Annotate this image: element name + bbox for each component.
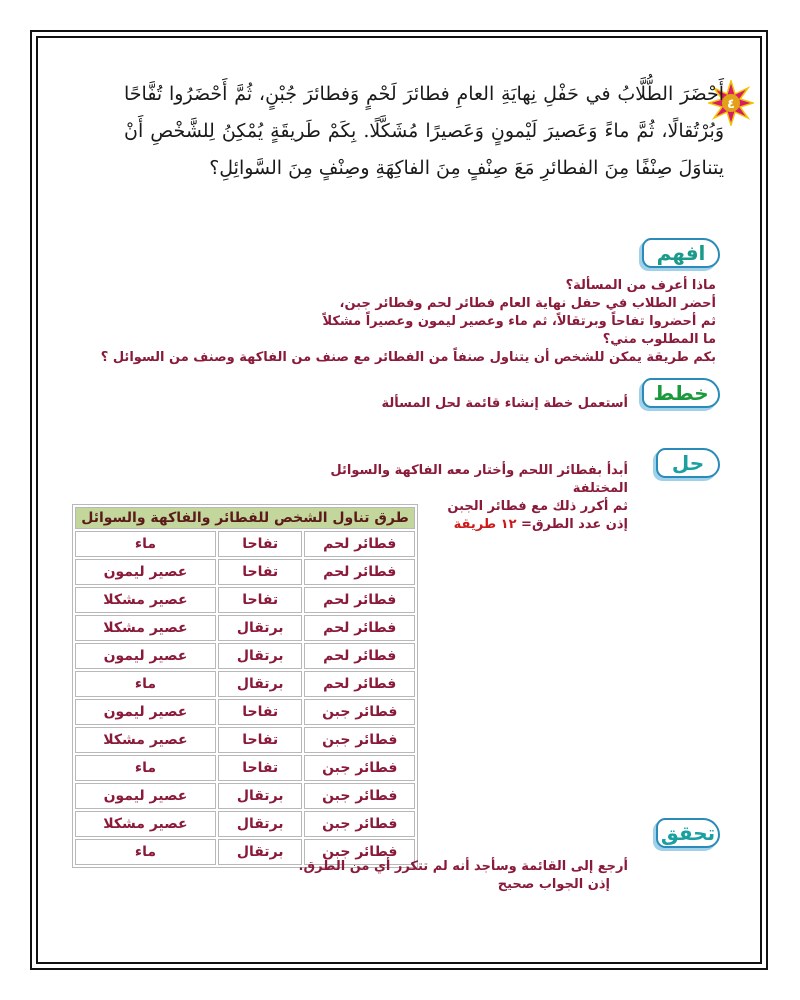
drink-cell: ماء: [75, 839, 216, 865]
table-row: [75, 615, 415, 641]
table-row: [75, 727, 415, 753]
understand-line: أحضر الطلاب في حفل نهاية العام فطائر لحم وفطائر جبن،: [339, 296, 716, 311]
fruit-cell: برتقال: [218, 839, 303, 865]
fruit-cell: تفاحا: [218, 531, 303, 557]
problem-number: ٤: [727, 97, 735, 112]
solve-total-value: ١٢ طريقة: [453, 517, 517, 532]
step-understand-badge: افهم: [642, 238, 720, 268]
pie-cell: فطائر جبن: [304, 839, 415, 865]
fruit-cell: برتقال: [218, 671, 303, 697]
solve-line: ثم أكرر ذلك مع فطائر الجبن: [447, 499, 628, 514]
fruit-cell: تفاحا: [218, 559, 303, 585]
table-row: [75, 783, 415, 809]
check-line: أرجع إلى القائمة وسأجد أنه لم تتكرر أي من الطرق.: [298, 859, 628, 874]
pie-cell: فطائر جبن: [304, 699, 415, 725]
understand-line: ثم أحضروا تفاحاً وبرتقالاً، ثم ماء وعصير ليمون وعصيراً مشكلاً: [322, 314, 716, 329]
pie-cell: فطائر جبن: [304, 727, 415, 753]
drink-cell: ماء: [75, 671, 216, 697]
pie-cell: فطائر لحم: [304, 671, 415, 697]
solve-total-label: إذن عدد الطرق=: [521, 517, 628, 532]
step-check-badge: تحقق: [656, 818, 720, 848]
check-section: [299, 858, 628, 894]
pie-cell: فطائر لحم: [304, 559, 415, 585]
drink-cell: عصير مشكلا: [75, 811, 216, 837]
table-row: [75, 559, 415, 585]
table-row: [75, 531, 415, 557]
understand-section: [76, 277, 716, 367]
check-line: إذن الجواب صحيح: [497, 877, 610, 892]
fruit-cell: تفاحا: [218, 755, 303, 781]
understand-line: ما المطلوب مني؟: [602, 332, 716, 347]
drink-cell: ماء: [75, 755, 216, 781]
fruit-cell: برتقال: [218, 811, 303, 837]
drink-cell: ماء: [75, 531, 216, 557]
pie-cell: فطائر لحم: [304, 615, 415, 641]
pie-cell: فطائر لحم: [304, 531, 415, 557]
drink-cell: عصير ليمون: [75, 559, 216, 585]
pie-cell: فطائر لحم: [304, 587, 415, 613]
table-body: [75, 531, 415, 865]
pie-cell: فطائر جبن: [304, 783, 415, 809]
drink-cell: عصير مشكلا: [75, 727, 216, 753]
fruit-cell: تفاحا: [218, 587, 303, 613]
table-row: [75, 587, 415, 613]
table-row: [75, 811, 415, 837]
table-row: [75, 643, 415, 669]
fruit-cell: تفاحا: [218, 727, 303, 753]
fruit-cell: برتقال: [218, 783, 303, 809]
drink-cell: عصير مشكلا: [75, 615, 216, 641]
table-header: طرق تناول الشخص للفطائر والفاكهة والسوائل: [75, 507, 415, 529]
step-plan-badge: خطط: [642, 378, 720, 408]
fruit-cell: تفاحا: [218, 699, 303, 725]
step-solve-badge: حل: [656, 448, 720, 478]
pie-cell: فطائر جبن: [304, 811, 415, 837]
table-row: [75, 755, 415, 781]
solve-line: أبدأ بفطائر اللحم وأختار معه الفاكهة والسوائل المختلفة: [330, 463, 628, 496]
drink-cell: عصير ليمون: [75, 643, 216, 669]
fruit-cell: برتقال: [218, 615, 303, 641]
plan-text: أستعمل خطة إنشاء قائمة لحل المسألة: [381, 396, 628, 411]
table-row: [75, 671, 415, 697]
table-row: [75, 699, 415, 725]
pie-cell: فطائر لحم: [304, 643, 415, 669]
understand-line: بكم طريقة يمكن للشخص أن يتناول صنفاً من الفطائر مع صنف من الفاكهة وصنف من السوائل ؟: [100, 350, 716, 365]
understand-line: ماذا أعرف من المسألة؟: [565, 278, 716, 293]
problem-statement: أَحْضَرَ الطُّلَّابُ في حَفْلِ نِهايَةِ العامِ فطائرَ لَحْمٍ وَفطائرَ جُبْنٍ، ثُمَّ أَحْضَرُوا تُفَّاحًا وَبُرْتُقالًا، ثُمَّ ماءً وَعَصيرَ لَيْمونٍ وَعَصيرًا مُشَكَّلًا. بِكَمْ طَريقَةٍ يُمْكِنُ لِلشَّخْصِ أَنْ يتناوَلَ صِنْفًا مِنَ الفطائرِ مَعَ صِنْفٍ مِنَ الفاكِهَةِ وصِنْفٍ مِنَ السَّوائِلِ؟: [124, 83, 724, 179]
drink-cell: عصير مشكلا: [75, 587, 216, 613]
drink-cell: عصير ليمون: [75, 699, 216, 725]
fruit-cell: برتقال: [218, 643, 303, 669]
ways-table: [72, 504, 418, 868]
drink-cell: عصير ليمون: [75, 783, 216, 809]
pie-cell: فطائر جبن: [304, 755, 415, 781]
